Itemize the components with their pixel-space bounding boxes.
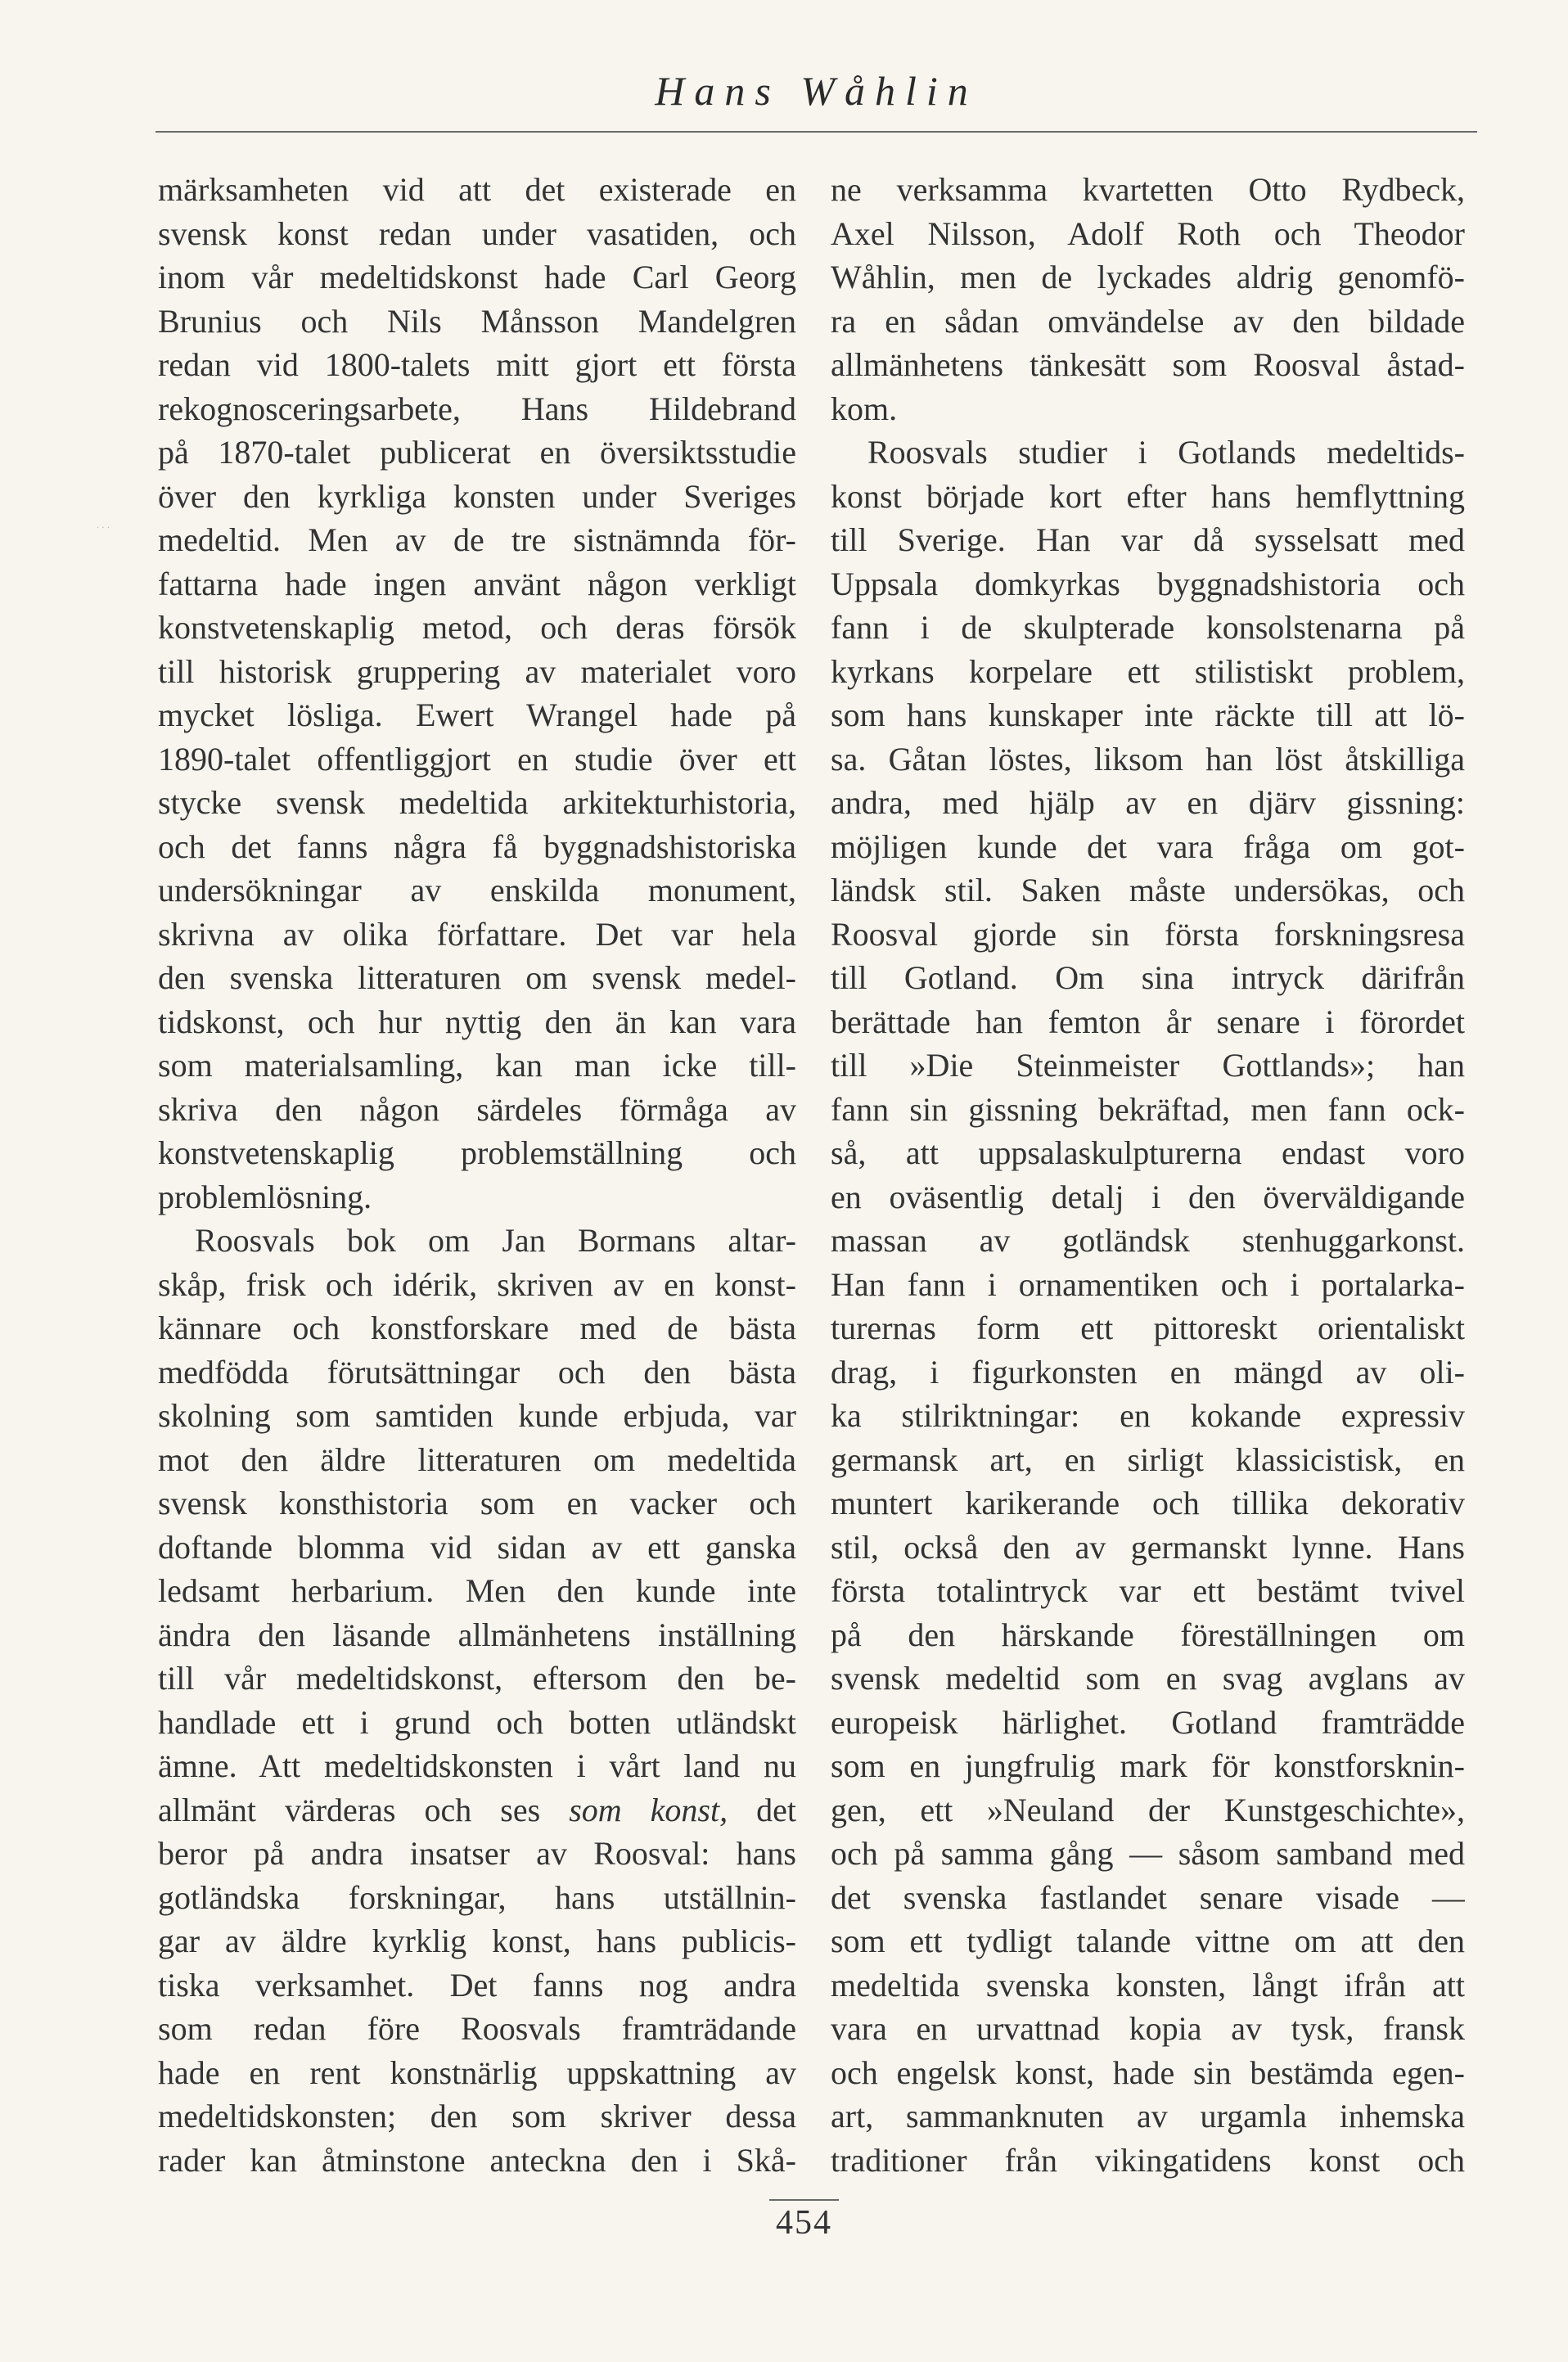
text-line: ne verksamma kvartetten Otto Rydbeck, [831,171,1465,208]
text-line: kom. [831,390,898,427]
text-line: doftande blomma vid sidan av ett ganska [158,1528,796,1566]
text-line: fann sin gissning bekräftad, men fann ock- [831,1090,1465,1128]
text-line: massan av gotländsk stenhuggarkonst. [831,1222,1465,1259]
right-text-column [831,168,1465,2182]
text-fragment: som konst, [569,1791,728,1828]
text-line: germansk art, en sirligt klassicistisk, en [831,1440,1465,1478]
text-line: Brunius och Nils Månsson Mandelgren [158,302,796,340]
text-line [158,1788,796,1832]
text-line: ändra den läsande allmänhetens inställning [158,1616,796,1653]
text-line: skriva den någon särdeles förmåga av [158,1090,796,1128]
text-line: ländsk stil. Saken måste undersökas, och [831,872,1465,908]
text-line: första totalintryck var ett bestämt tvivel [831,1572,1465,1609]
text-line: kyrkans korpelare ett stilistiskt problem, [831,652,1465,690]
text-fragment: allmänt värderas och ses [158,1791,541,1828]
text-line: muntert karikerande och tillika dekorativ [831,1485,1465,1521]
text-line: ka stilriktningar: en kokande expressiv [831,1397,1465,1434]
text-line: handlade ett i grund och botten utländskt [158,1703,796,1741]
text-line: undersökningar av enskilda monument, [158,872,796,908]
text-line: stycke svensk medeltida arkitekturhistoria, [158,784,796,821]
text-line: konst började kort efter hans hemflyttning [831,477,1465,515]
text-line: den svenska litteraturen om svensk medel- [158,959,796,996]
text-line: till historisk gruppering av materialet voro [158,652,796,690]
text-line: europeisk härlighet. Gotland framträdde [831,1703,1465,1741]
text-line: och engelsk konst, hade sin bestämda egen- [831,2053,1465,2091]
text-line: Wåhlin, men de lyckades aldrig genomfö- [831,259,1465,295]
text-line: traditioner från vikingatidens konst och [831,2141,1465,2179]
text-line: som ett tydligt talande vittne om att den [831,1923,1465,1959]
text-line: ämne. Att medeltidskonsten i vårt land nu [158,1747,796,1784]
page-number: 454 [776,2204,832,2242]
text-line: på 1870-talet publicerat en översiktsstudie [158,434,796,471]
text-line: fattarna hade ingen använt någon verkligt [158,565,796,602]
text-line: andra, med hjälp av en djärv gissning: [831,784,1465,821]
text-line: redan vid 1800-talets mitt gjort ett första [158,346,796,383]
text-line: ra en sådan omvändelse av den bildade [831,302,1465,340]
text-line: skolning som samtiden kunde erbjuda, var [158,1397,796,1434]
text-line: rekognosceringsarbete, Hans Hildebrand [158,390,796,427]
text-line: skrivna av olika författare. Det var hela [158,915,796,953]
text-line: till Sverige. Han var då sysselsatt med [831,521,1465,558]
text-line: allmänhetens tänkesätt som Roosval åstad- [831,346,1465,383]
text-line: och det fanns några få byggnadshistoriska [158,827,796,865]
text-line: Roosval gjorde sin första forskningsresa [831,915,1465,953]
text-line: Han fann i ornamentiken och i portalarka- [831,1265,1465,1303]
text-line: hade en rent konstnärlig uppskattning av [158,2053,796,2091]
text-line: till Gotland. Om sina intryck därifrån [831,959,1465,996]
text-line: möjligen kunde det vara fråga om got- [831,827,1465,865]
text-line: Roosvals studier i Gotlands medeltids- [867,434,1465,471]
text-line: över den kyrkliga konsten under Sveriges [158,477,796,515]
text-line: medfödda förutsättningar och den bästa [158,1353,796,1391]
text-line: inom vår medeltidskonst hade Carl Georg [158,259,796,295]
text-line: svensk konst redan under vasatiden, och [158,214,796,252]
running-header [155,67,1477,133]
text-line: konstvetenskaplig metod, och deras försök [158,609,796,646]
text-line: det svenska fastlandet senare visade — [831,1878,1465,1916]
text-line: vara en urvattnad kopia av tysk, fransk [831,2010,1465,2047]
text-line: tidskonst, och hur nyttig den än kan vara [158,1003,796,1040]
text-line: svensk medeltid som en svag avglans av [831,1660,1465,1697]
scan-speck: · · · [97,524,110,533]
text-line: sa. Gåtan löstes, liksom han löst åtskilliga [831,740,1465,778]
text-line: Roosvals bok om Jan Bormans altar- [195,1222,796,1259]
text-line: som en jungfrulig mark för konstforsknin- [831,1747,1465,1784]
text-line: gen, ett »Neuland der Kunstgeschichte», [831,1791,1465,1828]
text-line: gotländska forskningar, hans utställnin- [158,1878,796,1916]
text-line: problemlösning. [158,1178,372,1215]
text-line: Uppsala domkyrkas byggnadshistoria och [831,565,1465,602]
text-line: och på samma gång — såsom samband med [831,1835,1465,1872]
text-line: skåp, frisk och idérik, skriven av en konst- [158,1265,796,1303]
text-line: som redan före Roosvals framträdande [158,2010,796,2047]
text-line: drag, i figurkonsten en mängd av oli- [831,1353,1465,1391]
text-line: på den härskande föreställningen om [831,1616,1465,1653]
text-line: ledsamt herbarium. Men den kunde inte [158,1572,796,1609]
text-line: svensk konsthistoria som en vacker och [158,1485,796,1521]
text-line: som hans kunskaper inte räckte till att lö- [831,696,1465,733]
text-line: beror på andra insatser av Roosval: hans [158,1835,796,1872]
text-line: turernas form ett pittoreskt orientaliskt [831,1309,1465,1346]
header-title: Hans Wåhlin [655,68,978,114]
text-line: till vår medeltidskonst, eftersom den be- [158,1660,796,1697]
text-line: tiska verksamhet. Det fanns nog andra [158,1966,796,2004]
text-line: berättade han femton år senare i förordet [831,1003,1465,1040]
text-line: medeltidskonsten; den som skriver dessa [158,2098,796,2134]
text-line: medeltid. Men av de tre sistnämnda för- [158,521,796,558]
text-line: konstvetenskaplig problemställning och [158,1134,796,1171]
text-line: mycket lösliga. Ewert Wrangel hade på [158,696,796,733]
text-line: stil, också den av germanskt lynne. Hans [831,1528,1465,1566]
text-line: mot den äldre litteraturen om medeltida [158,1440,796,1478]
left-text-column [158,168,796,2182]
text-line: rader kan åtminstone anteckna den i Skå- [158,2141,796,2179]
footer-rule [769,2199,839,2201]
text-line: fann i de skulpterade konsolstenarna på [831,609,1465,646]
text-line: till »Die Steinmeister Gottlands»; han [831,1047,1465,1084]
text-fragment: det [756,1791,796,1828]
text-line: medeltida svenska konsten, långt ifrån att [831,1966,1465,2004]
text-line: gar av äldre kyrklig konst, hans publicis- [158,1923,796,1959]
text-line: så, att uppsalaskulpturerna endast voro [831,1134,1465,1171]
text-line: Axel Nilsson, Adolf Roth och Theodor [831,214,1465,252]
text-line: 1890-talet offentliggjort en studie över ett [158,740,796,778]
text-line: som materialsamling, kan man icke till- [158,1047,796,1084]
text-line: art, sammanknuten av urgamla inhemska [831,2098,1465,2134]
text-line: en oväsentlig detalj i den överväldigande [831,1178,1465,1215]
text-line: märksamheten vid att det existerade en [158,171,796,208]
text-line: kännare och konstforskare med de bästa [158,1309,796,1346]
